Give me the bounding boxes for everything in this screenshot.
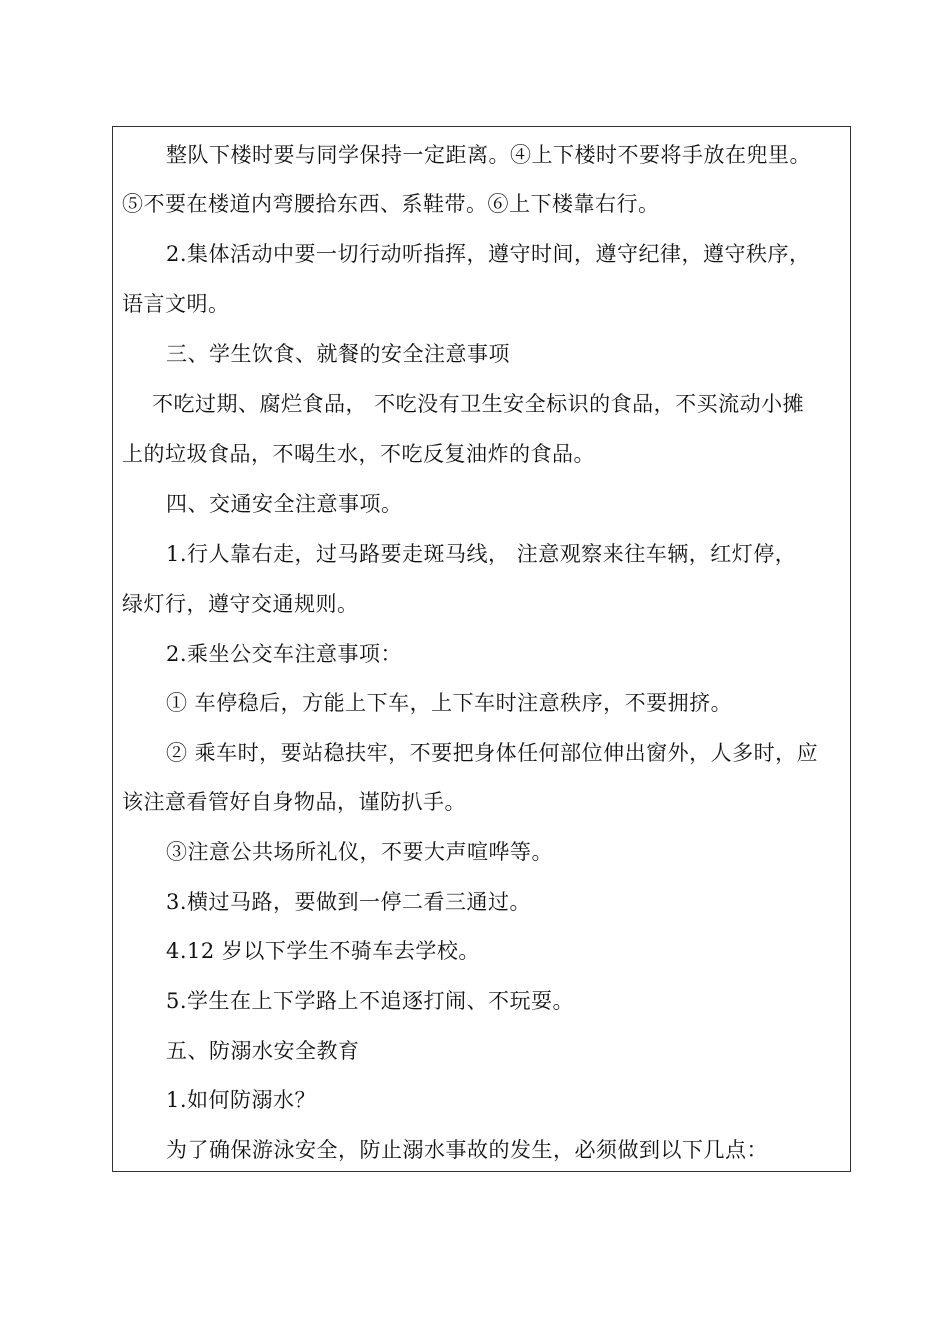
text-line: 1.如何防溺水？ [166,1088,317,1112]
section-heading: 三、学生饮食、就餐的安全注意事项 [166,342,510,366]
section-heading: 五、防溺水安全教育 [166,1039,360,1063]
text-line: 绿灯行，遵守交通规则。 [122,592,359,616]
text-line: 5.学生在上下学路上不追逐打闹、不玩耍。 [166,989,575,1013]
text-line: 3.横过马路，要做到一停二看三通过。 [166,890,532,914]
text-line: 4.12 岁以下学生不骑车去学校。 [166,939,480,963]
text-line: ① 车停稳后，方能上下车，上下车时注意秩序，不要拥挤。 [166,691,733,715]
text-line: 该注意看管好自身物品，谨防扒手。 [122,790,466,814]
text-line: ⑤不要在楼道内弯腰拾东西、系鞋带。⑥上下楼靠右行。 [122,192,660,216]
section-heading: 四、交通安全注意事项。 [166,492,403,516]
text-line: 语言文明。 [122,292,230,316]
text-line: 2.集体活动中要一切行动听指挥，遵守时间，遵守纪律，遵守秩序， [166,242,811,266]
text-line: ③注意公共场所礼仪，不要大声喧哗等。 [166,840,553,864]
text-line: 1.行人靠右走，过马路要走斑马线， 注意观察来往车辆，红灯停， [166,542,797,566]
text-line: 不吃过期、腐烂食品， 不吃没有卫生安全标识的食品，不买流动小摊 [152,392,805,416]
text-line: 为了确保游泳安全，防止溺水事故的发生，必须做到以下几点： [166,1138,768,1162]
text-line: 上的垃圾食品，不喝生水，不吃反复油炸的食品。 [122,442,595,466]
text-line: 2.乘坐公交车注意事项： [166,642,403,666]
text-line: ② 乘车时，要站稳扶牢，不要把身体任何部位伸出窗外，人多时，应 [166,741,819,765]
text-line: 整队下楼时要与同学保持一定距离。④上下楼时不要将手放在兜里。 [166,143,811,167]
